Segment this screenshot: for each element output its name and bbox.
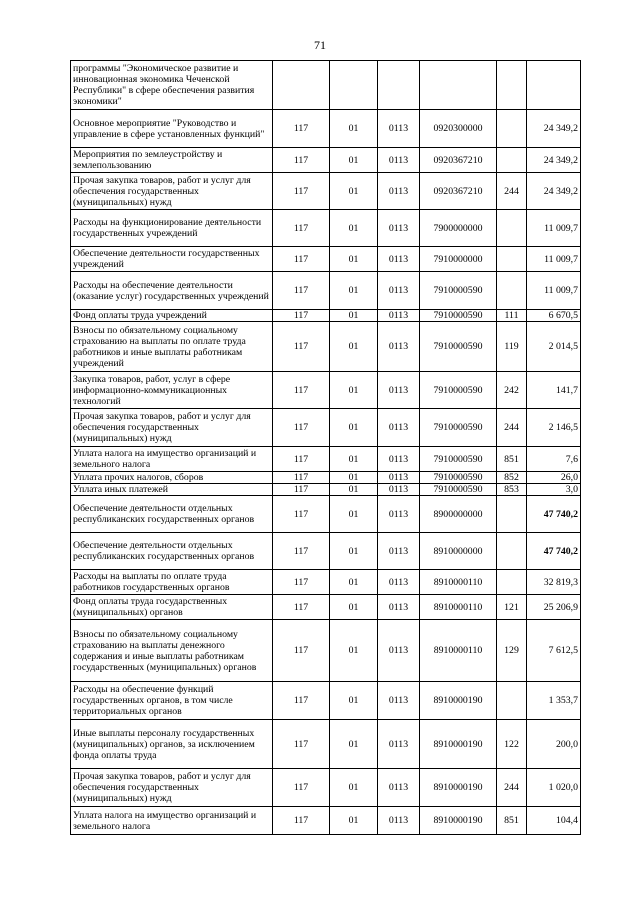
row-target-article-code: 0920367210 [420, 148, 497, 173]
row-amount: 104,4 [527, 807, 581, 835]
row-expense-type-code [497, 570, 527, 595]
row-section-code: 01 [330, 173, 378, 210]
row-amount: 2 014,5 [527, 322, 581, 372]
row-name: Расходы на обеспечение деятельности (оказание услуг) государственных учреждений [71, 272, 273, 310]
row-subsection-code: 0113 [378, 173, 420, 210]
row-expense-type-code: 853 [497, 484, 527, 496]
row-section-code: 01 [330, 310, 378, 322]
table-row [71, 148, 581, 173]
row-ved-code: 117 [273, 310, 330, 322]
row-target-article-code: 8910000110 [420, 570, 497, 595]
row-ved-code: 117 [273, 570, 330, 595]
row-subsection-code: 0113 [378, 595, 420, 620]
row-expense-type-code [497, 682, 527, 720]
row-subsection-code [378, 61, 420, 110]
row-name: Иные выплаты персоналу государственных (муниципальных) органов, за исключением фонда оплаты труда [71, 720, 273, 769]
row-target-article-code: 8910000000 [420, 533, 497, 570]
row-ved-code: 117 [273, 409, 330, 447]
table-row [71, 496, 581, 533]
row-name: Уплата налога на имущество организаций и земельного налога [71, 447, 273, 472]
table-row [71, 210, 581, 247]
row-section-code: 01 [330, 533, 378, 570]
table-row [71, 173, 581, 210]
row-expense-type-code: 121 [497, 595, 527, 620]
row-target-article-code: 0920300000 [420, 110, 497, 148]
row-subsection-code: 0113 [378, 484, 420, 496]
row-ved-code: 117 [273, 533, 330, 570]
row-ved-code: 117 [273, 807, 330, 835]
table-row [71, 61, 581, 110]
row-amount: 11 009,7 [527, 272, 581, 310]
row-name: Уплата налога на имущество организаций и земельного налога [71, 807, 273, 835]
row-target-article-code: 8910000190 [420, 769, 497, 807]
row-amount: 26,0 [527, 472, 581, 484]
row-amount: 25 206,9 [527, 595, 581, 620]
row-amount: 24 349,2 [527, 148, 581, 173]
row-subsection-code: 0113 [378, 496, 420, 533]
row-expense-type-code: 242 [497, 372, 527, 409]
table-row [71, 247, 581, 272]
row-amount: 47 740,2 [527, 496, 581, 533]
budget-table-body [71, 61, 581, 835]
row-target-article-code: 7910000590 [420, 310, 497, 322]
row-ved-code: 117 [273, 484, 330, 496]
row-ved-code: 117 [273, 322, 330, 372]
row-subsection-code: 0113 [378, 682, 420, 720]
row-ved-code: 117 [273, 372, 330, 409]
row-section-code: 01 [330, 210, 378, 247]
row-ved-code: 117 [273, 272, 330, 310]
row-expense-type-code: 111 [497, 310, 527, 322]
row-name: Обеспечение деятельности государственных учреждений [71, 247, 273, 272]
row-ved-code: 117 [273, 210, 330, 247]
row-ved-code: 117 [273, 247, 330, 272]
row-ved-code: 117 [273, 148, 330, 173]
row-subsection-code: 0113 [378, 807, 420, 835]
row-name: Основное мероприятие "Руководство и управление в сфере установленных функций" [71, 110, 273, 148]
row-section-code: 01 [330, 447, 378, 472]
row-amount: 11 009,7 [527, 210, 581, 247]
row-amount: 32 819,3 [527, 570, 581, 595]
row-target-article-code: 8910000110 [420, 595, 497, 620]
row-expense-type-code [497, 496, 527, 533]
row-target-article-code: 8910000190 [420, 807, 497, 835]
row-subsection-code: 0113 [378, 110, 420, 148]
row-section-code: 01 [330, 372, 378, 409]
row-target-article-code: 8910000190 [420, 682, 497, 720]
row-name: Прочая закупка товаров, работ и услуг для обеспечения государственных (муниципальных) нужд [71, 173, 273, 210]
row-expense-type-code: 129 [497, 620, 527, 682]
row-expense-type-code: 122 [497, 720, 527, 769]
table-row [71, 484, 581, 496]
row-target-article-code: 7910000590 [420, 322, 497, 372]
row-expense-type-code [497, 110, 527, 148]
row-subsection-code: 0113 [378, 310, 420, 322]
row-section-code: 01 [330, 110, 378, 148]
row-section-code: 01 [330, 409, 378, 447]
row-expense-type-code: 244 [497, 173, 527, 210]
row-expense-type-code: 852 [497, 472, 527, 484]
table-row [71, 720, 581, 769]
table-row [71, 372, 581, 409]
row-target-article-code: 7910000590 [420, 272, 497, 310]
row-subsection-code: 0113 [378, 409, 420, 447]
row-expense-type-code [497, 148, 527, 173]
table-row [71, 807, 581, 835]
table-row [71, 769, 581, 807]
table-row [71, 620, 581, 682]
row-target-article-code: 8910000110 [420, 620, 497, 682]
row-subsection-code: 0113 [378, 322, 420, 372]
row-name: Закупка товаров, работ, услуг в сфере информационно-коммуникационных технологий [71, 372, 273, 409]
row-name: Прочая закупка товаров, работ и услуг для обеспечения государственных (муниципальных) нужд [71, 409, 273, 447]
row-expense-type-code: 851 [497, 807, 527, 835]
row-section-code: 01 [330, 484, 378, 496]
row-amount: 1 353,7 [527, 682, 581, 720]
row-ved-code: 117 [273, 472, 330, 484]
row-section-code: 01 [330, 720, 378, 769]
row-amount: 200,0 [527, 720, 581, 769]
row-amount: 7 612,5 [527, 620, 581, 682]
row-ved-code: 117 [273, 447, 330, 472]
table-row [71, 110, 581, 148]
row-subsection-code: 0113 [378, 570, 420, 595]
row-expense-type-code [497, 210, 527, 247]
row-name: Уплата иных платежей [71, 484, 273, 496]
row-expense-type-code [497, 247, 527, 272]
row-section-code: 01 [330, 620, 378, 682]
row-section-code: 01 [330, 148, 378, 173]
table-row [71, 595, 581, 620]
table-row [71, 322, 581, 372]
table-row [71, 409, 581, 447]
row-name: Взносы по обязательному социальному страхованию на выплаты денежного содержания и иные выплаты работникам государственных (муниципальных) органов [71, 620, 273, 682]
row-subsection-code: 0113 [378, 210, 420, 247]
row-amount: 141,7 [527, 372, 581, 409]
row-section-code: 01 [330, 472, 378, 484]
row-name: Обеспечение деятельности отдельных республиканских государственных органов [71, 496, 273, 533]
row-amount: 24 349,2 [527, 173, 581, 210]
row-subsection-code: 0113 [378, 447, 420, 472]
row-amount: 11 009,7 [527, 247, 581, 272]
row-amount: 6 670,5 [527, 310, 581, 322]
row-name: Обеспечение деятельности отдельных республиканских государственных органов [71, 533, 273, 570]
row-name: Прочая закупка товаров, работ и услуг для обеспечения государственных (муниципальных) нужд [71, 769, 273, 807]
row-amount: 7,6 [527, 447, 581, 472]
row-amount: 47 740,2 [527, 533, 581, 570]
row-section-code: 01 [330, 682, 378, 720]
budget-table [70, 60, 581, 835]
row-name: Расходы на функционирование деятельности государственных учреждений [71, 210, 273, 247]
row-target-article-code: 7910000590 [420, 447, 497, 472]
row-target-article-code [420, 61, 497, 110]
row-expense-type-code: 244 [497, 409, 527, 447]
row-section-code: 01 [330, 595, 378, 620]
row-subsection-code: 0113 [378, 533, 420, 570]
page-number: 71 [314, 38, 326, 52]
table-row [71, 682, 581, 720]
row-ved-code: 117 [273, 720, 330, 769]
row-amount: 24 349,2 [527, 110, 581, 148]
row-ved-code: 117 [273, 110, 330, 148]
row-amount: 3,0 [527, 484, 581, 496]
row-name: Взносы по обязательному социальному страхованию на выплаты по оплате труда работников и иные выплаты работникам учреждений [71, 322, 273, 372]
row-section-code: 01 [330, 247, 378, 272]
row-amount: 2 146,5 [527, 409, 581, 447]
row-section-code: 01 [330, 272, 378, 310]
row-expense-type-code [497, 61, 527, 110]
row-section-code: 01 [330, 496, 378, 533]
row-ved-code: 117 [273, 173, 330, 210]
row-expense-type-code: 851 [497, 447, 527, 472]
row-section-code [330, 61, 378, 110]
row-name: Фонд оплаты труда государственных (муниципальных) органов [71, 595, 273, 620]
row-ved-code: 117 [273, 620, 330, 682]
row-name: Уплата прочих налогов, сборов [71, 472, 273, 484]
row-target-article-code: 7900000000 [420, 210, 497, 247]
row-target-article-code: 7910000590 [420, 409, 497, 447]
row-name: Мероприятия по землеустройству и землепользованию [71, 148, 273, 173]
row-name: Расходы на обеспечение функций государственных органов, в том числе территориальных органов [71, 682, 273, 720]
row-ved-code: 117 [273, 769, 330, 807]
table-row [71, 533, 581, 570]
row-target-article-code: 8910000190 [420, 720, 497, 769]
row-expense-type-code: 119 [497, 322, 527, 372]
row-subsection-code: 0113 [378, 620, 420, 682]
row-name: Фонд оплаты труда учреждений [71, 310, 273, 322]
row-target-article-code: 0920367210 [420, 173, 497, 210]
row-amount [527, 61, 581, 110]
table-row [71, 272, 581, 310]
row-target-article-code: 8900000000 [420, 496, 497, 533]
row-target-article-code: 7910000590 [420, 484, 497, 496]
row-ved-code [273, 61, 330, 110]
row-ved-code: 117 [273, 595, 330, 620]
table-row [71, 570, 581, 595]
row-amount: 1 020,0 [527, 769, 581, 807]
table-row [71, 472, 581, 484]
row-target-article-code: 7910000590 [420, 372, 497, 409]
table-row [71, 310, 581, 322]
row-expense-type-code [497, 272, 527, 310]
row-name: программы "Экономическое развитие и инновационная экономика Чеченской Республики" в сфере обеспечения развития экономики" [71, 61, 273, 110]
row-section-code: 01 [330, 769, 378, 807]
row-target-article-code: 7910000000 [420, 247, 497, 272]
row-expense-type-code: 244 [497, 769, 527, 807]
row-section-code: 01 [330, 807, 378, 835]
row-subsection-code: 0113 [378, 720, 420, 769]
row-subsection-code: 0113 [378, 472, 420, 484]
row-section-code: 01 [330, 322, 378, 372]
row-name: Расходы на выплаты по оплате труда работников государственных органов [71, 570, 273, 595]
row-subsection-code: 0113 [378, 272, 420, 310]
row-subsection-code: 0113 [378, 372, 420, 409]
row-ved-code: 117 [273, 682, 330, 720]
row-expense-type-code [497, 533, 527, 570]
row-target-article-code: 7910000590 [420, 472, 497, 484]
row-subsection-code: 0113 [378, 148, 420, 173]
row-section-code: 01 [330, 570, 378, 595]
row-subsection-code: 0113 [378, 769, 420, 807]
row-ved-code: 117 [273, 496, 330, 533]
row-subsection-code: 0113 [378, 247, 420, 272]
table-row [71, 447, 581, 472]
